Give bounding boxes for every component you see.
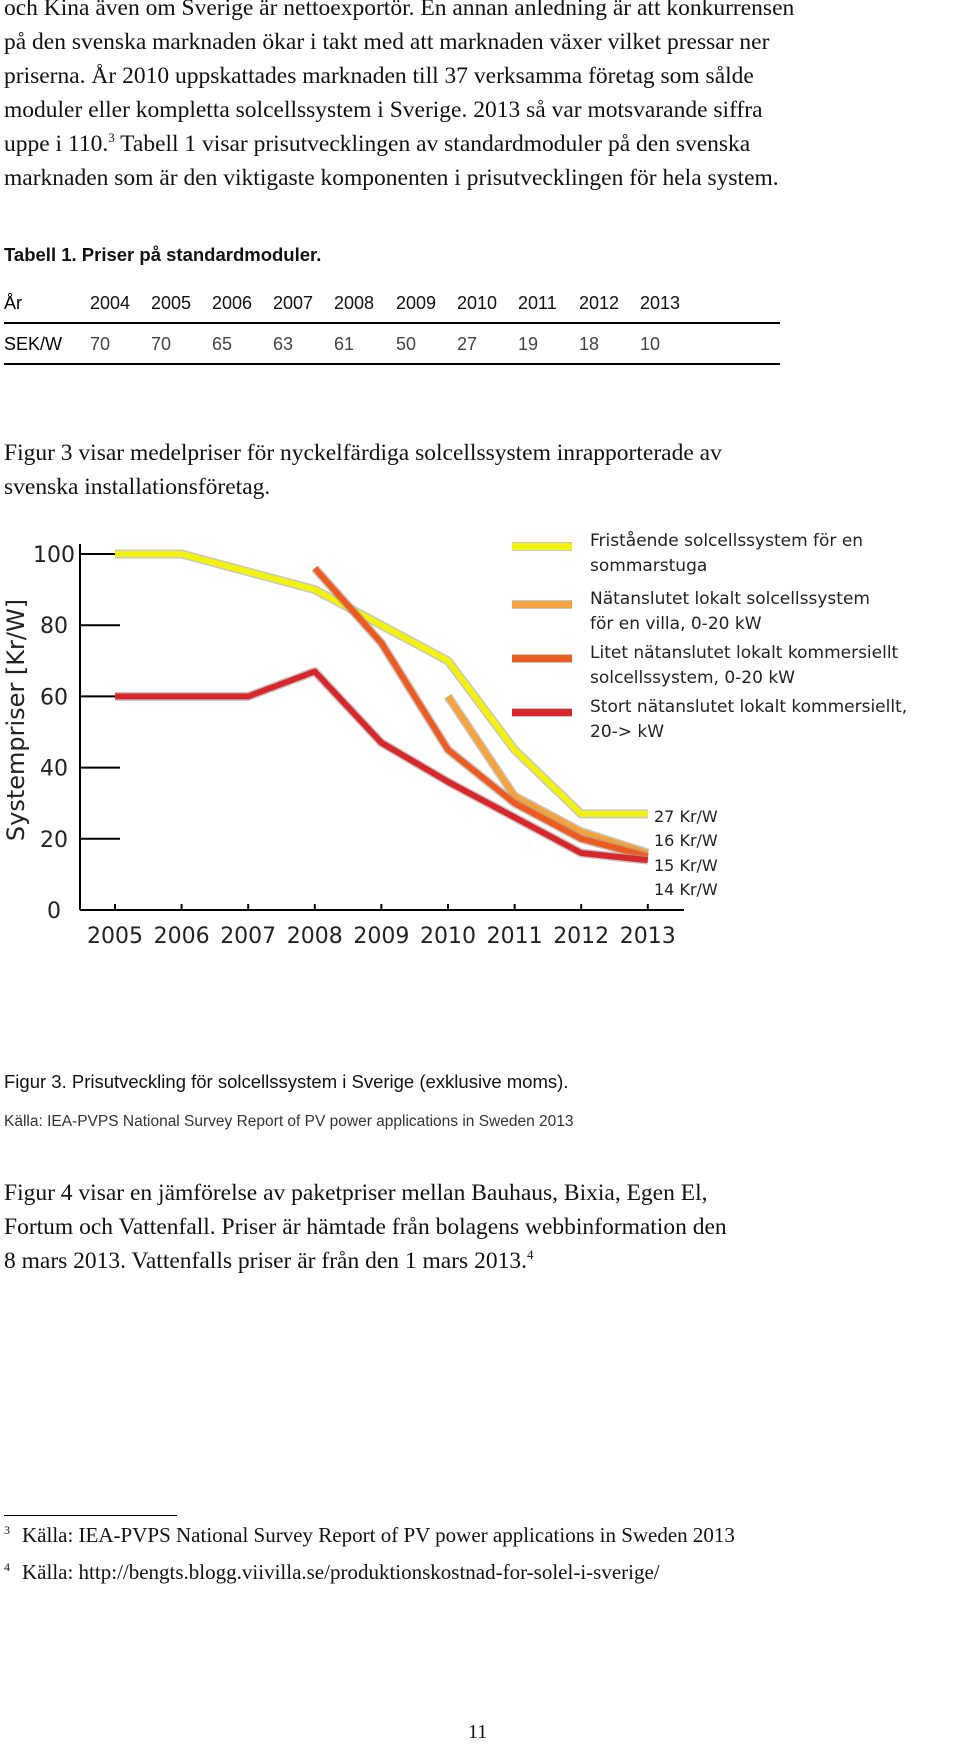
price-table (4, 283, 780, 365)
table-cell-price: 10 (640, 334, 661, 354)
x-tick-label: 2011 (486, 924, 543, 949)
legend-swatch (512, 709, 572, 716)
footnote-ref-3[interactable]: 3 (108, 130, 115, 145)
footnote-text: Källa: IEA-PVPS National Survey Report of PV power applications in Sweden 2013 (22, 1523, 735, 1547)
footnote-number: 4 (4, 1560, 10, 1574)
y-tick-label: 80 (40, 614, 68, 640)
legend-swatch (512, 601, 572, 608)
text-line: och Kina även om Sverige är nettoexportör. En annan anledning är att konkurrensen (4, 0, 795, 21)
text-fragment: Tabell 1 visar prisutvecklingen av standardmoduler på den svenska (114, 131, 751, 157)
text-line: Figur 4 visar en jämförelse av paketpriser mellan Bauhaus, Bixia, Egen El, (4, 1180, 708, 1206)
series-end-label: 14 Kr/W (654, 880, 718, 899)
series-end-label: 16 Kr/W (654, 831, 718, 850)
figure-caption: Figur 3. Prisutveckling för solcellssystem i Sverige (exklusive moms). (4, 1071, 569, 1092)
table-cell-price: 27 (457, 334, 478, 354)
x-tick-label: 2006 (153, 924, 210, 949)
footnote-text[interactable]: Källa: http://bengts.blogg.viivilla.se/produktionskostnad-for-solel-i-sverige/ (22, 1560, 660, 1584)
text-line: på den svenska marknaden ökar i takt med att marknaden växer vilket pressar ner (4, 29, 770, 55)
table-header-year: 2008 (334, 293, 375, 313)
legend-label: Nätanslutet lokalt solcellssystem (590, 589, 870, 609)
series-line (115, 554, 648, 814)
table-cell-price: 65 (212, 334, 233, 354)
legend-swatch (512, 655, 572, 662)
series-line-shadow (115, 554, 648, 814)
table-cell-price: 63 (273, 334, 294, 354)
y-axis-label: Systempriser [Kr/W] (2, 598, 30, 842)
page-number: 11 (468, 1721, 488, 1743)
x-tick-label: 2013 (619, 924, 676, 949)
text-line: svenska installationsföretag. (4, 474, 271, 500)
legend-label: för en villa, 0-20 kW (590, 614, 762, 634)
table-row-label: SEK/W (4, 334, 63, 354)
table-row (4, 324, 780, 365)
x-tick-label: 2007 (220, 924, 277, 949)
legend-swatch (512, 543, 572, 550)
x-tick-label: 2009 (353, 924, 410, 949)
table-header-year: 2004 (90, 293, 131, 313)
table-cell-price: 19 (518, 334, 539, 354)
table-header-label: År (4, 293, 22, 313)
table-header-year: 2007 (273, 293, 314, 313)
table-cell-price: 61 (334, 334, 355, 354)
figure-source: Källa: IEA-PVPS National Survey Report of PV power applications in Sweden 2013 (4, 1113, 574, 1130)
footnote-ref-4[interactable]: 4 (526, 1247, 534, 1262)
table-cell-price: 50 (396, 334, 417, 354)
table-header-year: 2013 (640, 293, 681, 313)
table-header-year: 2006 (212, 293, 253, 313)
footnote-3 (4, 1523, 735, 1548)
y-tick-label: 20 (40, 827, 68, 853)
y-tick-label: 60 (40, 685, 68, 711)
paragraph-intro (4, 0, 954, 195)
text-line (4, 1244, 954, 1278)
table-cell-price: 70 (151, 334, 172, 354)
text-fragment: 8 mars 2013. Vattenfalls priser är från den 1 mars 2013. (4, 1248, 527, 1274)
table-header-year: 2011 (518, 293, 557, 313)
table-header-row (4, 283, 780, 324)
legend-label: 20-> kW (590, 722, 665, 742)
x-tick-label: 2005 (87, 924, 143, 949)
x-tick-label: 2008 (286, 924, 343, 949)
legend-label: Litet nätanslutet lokalt kommersiellt (590, 643, 899, 663)
paragraph-figure-intro (4, 436, 954, 504)
table-title: Tabell 1. Priser på standardmoduler. (4, 244, 322, 265)
text-fragment: uppe i 110. (4, 131, 109, 157)
table-header-year: 2010 (457, 293, 498, 313)
table-cell-price: 70 (90, 334, 111, 354)
x-tick-label: 2012 (553, 924, 610, 949)
footnote-number: 3 (4, 1523, 10, 1537)
footnote-divider (4, 1515, 177, 1516)
series-end-label: 15 Kr/W (654, 856, 718, 875)
legend-label: Stort nätanslutet lokalt kommersiellt, (590, 697, 908, 717)
legend-label: solcellssystem, 0-20 kW (590, 668, 795, 688)
text-line: marknaden som är den viktigaste komponenten i prisutvecklingen för hela system. (4, 165, 779, 191)
text-line: Figur 3 visar medelpriser för nyckelfärdiga solcellssystem inrapporterade av (4, 440, 722, 466)
x-tick-label: 2010 (420, 924, 476, 949)
text-line: moduler eller kompletta solcellssystem i Sverige. 2013 så var motsvarande siffra (4, 97, 763, 123)
legend-label: sommarstuga (590, 556, 708, 576)
chart-svg (0, 531, 960, 1060)
footnote-4 (4, 1560, 660, 1585)
legend-label: Fristående solcellssystem för en (590, 531, 864, 551)
y-tick-label: 40 (40, 756, 68, 782)
text-line: Fortum och Vattenfall. Priser är hämtade från bolagens webbinformation den (4, 1214, 727, 1240)
y-tick-label: 0 (47, 899, 61, 924)
series-end-label: 27 Kr/W (654, 807, 718, 826)
table-header-year: 2012 (579, 293, 620, 313)
y-tick-label: 100 (33, 543, 75, 568)
text-line (4, 127, 954, 161)
table-header-year: 2005 (151, 293, 192, 313)
table-cell-price: 18 (579, 334, 600, 354)
table-header-year: 2009 (396, 293, 437, 313)
price-chart (0, 531, 960, 1060)
text-line: priserna. År 2010 uppskattades marknaden till 37 verksamma företag som sålde (4, 63, 754, 89)
paragraph-figure4 (4, 1176, 954, 1278)
